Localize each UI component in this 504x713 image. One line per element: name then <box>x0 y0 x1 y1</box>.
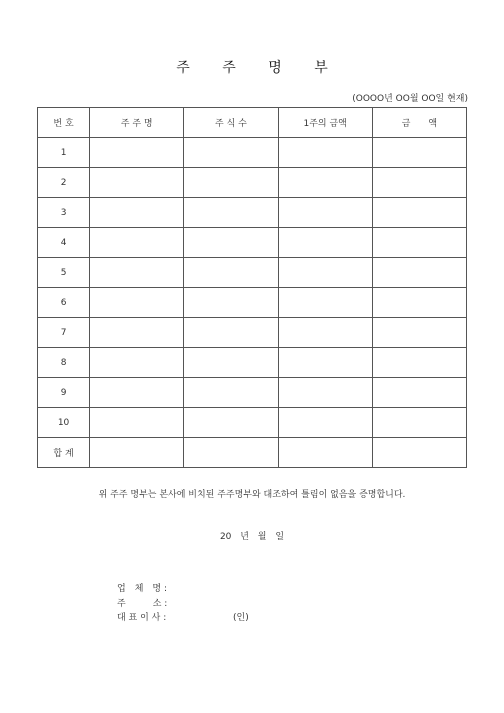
table-row <box>38 408 467 438</box>
table-row <box>38 228 467 258</box>
table-row <box>38 258 467 288</box>
as-of-date: (OOOO년 OO월 OO일 현재) <box>352 94 468 104</box>
row-number: 3 <box>38 198 90 228</box>
certification-text: 위 주주 명부는 본사에 비치된 주주명부와 대조하여 틀림이 없음을 증명합니다. <box>98 490 406 500</box>
row-number: 10 <box>38 408 90 438</box>
table-cell[interactable] <box>90 408 184 438</box>
table-cell[interactable] <box>278 438 372 468</box>
table-row <box>38 198 467 228</box>
table-cell[interactable] <box>278 288 372 318</box>
row-number: 4 <box>38 228 90 258</box>
table-cell[interactable] <box>278 258 372 288</box>
table-cell[interactable] <box>184 258 278 288</box>
table-cell[interactable] <box>184 348 278 378</box>
table-row <box>38 288 467 318</box>
table-cell[interactable] <box>278 198 372 228</box>
table-cell[interactable] <box>90 138 184 168</box>
column-header: 1주의 금액 <box>278 108 372 138</box>
table-cell[interactable] <box>90 318 184 348</box>
table-row <box>38 138 467 168</box>
table-cell[interactable] <box>372 348 466 378</box>
row-number: 8 <box>38 348 90 378</box>
table-cell[interactable] <box>90 378 184 408</box>
table-cell[interactable] <box>372 228 466 258</box>
seal-mark: (인) <box>233 613 249 623</box>
table-cell[interactable] <box>278 138 372 168</box>
total-row <box>38 438 467 468</box>
table-cell[interactable] <box>372 318 466 348</box>
shareholder-table <box>37 107 467 468</box>
row-number: 6 <box>38 288 90 318</box>
table-row <box>38 378 467 408</box>
table-cell[interactable] <box>278 228 372 258</box>
ceo-line <box>117 610 249 623</box>
table-cell[interactable] <box>184 318 278 348</box>
column-header: 주 주 명 <box>90 108 184 138</box>
table-cell[interactable] <box>372 288 466 318</box>
row-number: 7 <box>38 318 90 348</box>
table-row <box>38 348 467 378</box>
table-cell[interactable] <box>184 138 278 168</box>
table-cell[interactable] <box>90 168 184 198</box>
address-line <box>117 596 177 609</box>
company-name-label: 업 체 명 : <box>117 584 167 594</box>
company-name-line <box>117 581 177 594</box>
table-cell[interactable] <box>278 318 372 348</box>
table-cell[interactable] <box>372 258 466 288</box>
column-header: 금 액 <box>372 108 466 138</box>
table-row <box>38 318 467 348</box>
table-cell[interactable] <box>278 378 372 408</box>
table-cell[interactable] <box>184 438 278 468</box>
table-cell[interactable] <box>90 348 184 378</box>
table-cell[interactable] <box>184 168 278 198</box>
row-number: 합 계 <box>38 438 90 468</box>
table-cell[interactable] <box>372 378 466 408</box>
row-number: 1 <box>38 138 90 168</box>
address-label: 주 소 : <box>117 599 168 609</box>
column-header: 번 호 <box>38 108 90 138</box>
table-cell[interactable] <box>372 198 466 228</box>
table-cell[interactable] <box>90 258 184 288</box>
date-line: 20 년 월 일 <box>219 532 285 542</box>
table-cell[interactable] <box>184 198 278 228</box>
table-cell[interactable] <box>184 408 278 438</box>
column-header: 주 식 수 <box>184 108 278 138</box>
table-cell[interactable] <box>90 198 184 228</box>
ceo-label: 대 표 이 사 : <box>117 613 167 623</box>
table-cell[interactable] <box>90 228 184 258</box>
row-number: 9 <box>38 378 90 408</box>
table-cell[interactable] <box>184 378 278 408</box>
row-number: 2 <box>38 168 90 198</box>
table-row <box>38 168 467 198</box>
row-number: 5 <box>38 258 90 288</box>
table-header-row <box>38 108 467 138</box>
table-cell[interactable] <box>372 408 466 438</box>
table-cell[interactable] <box>372 168 466 198</box>
table-cell[interactable] <box>278 348 372 378</box>
page-title: 주 주 명 부 <box>176 60 342 76</box>
table-cell[interactable] <box>184 228 278 258</box>
table-cell[interactable] <box>278 408 372 438</box>
table-body <box>38 138 467 468</box>
table-cell[interactable] <box>184 288 278 318</box>
table-cell[interactable] <box>278 168 372 198</box>
table-cell[interactable] <box>372 138 466 168</box>
table-cell[interactable] <box>90 438 184 468</box>
table-cell[interactable] <box>372 438 466 468</box>
table-cell[interactable] <box>90 288 184 318</box>
